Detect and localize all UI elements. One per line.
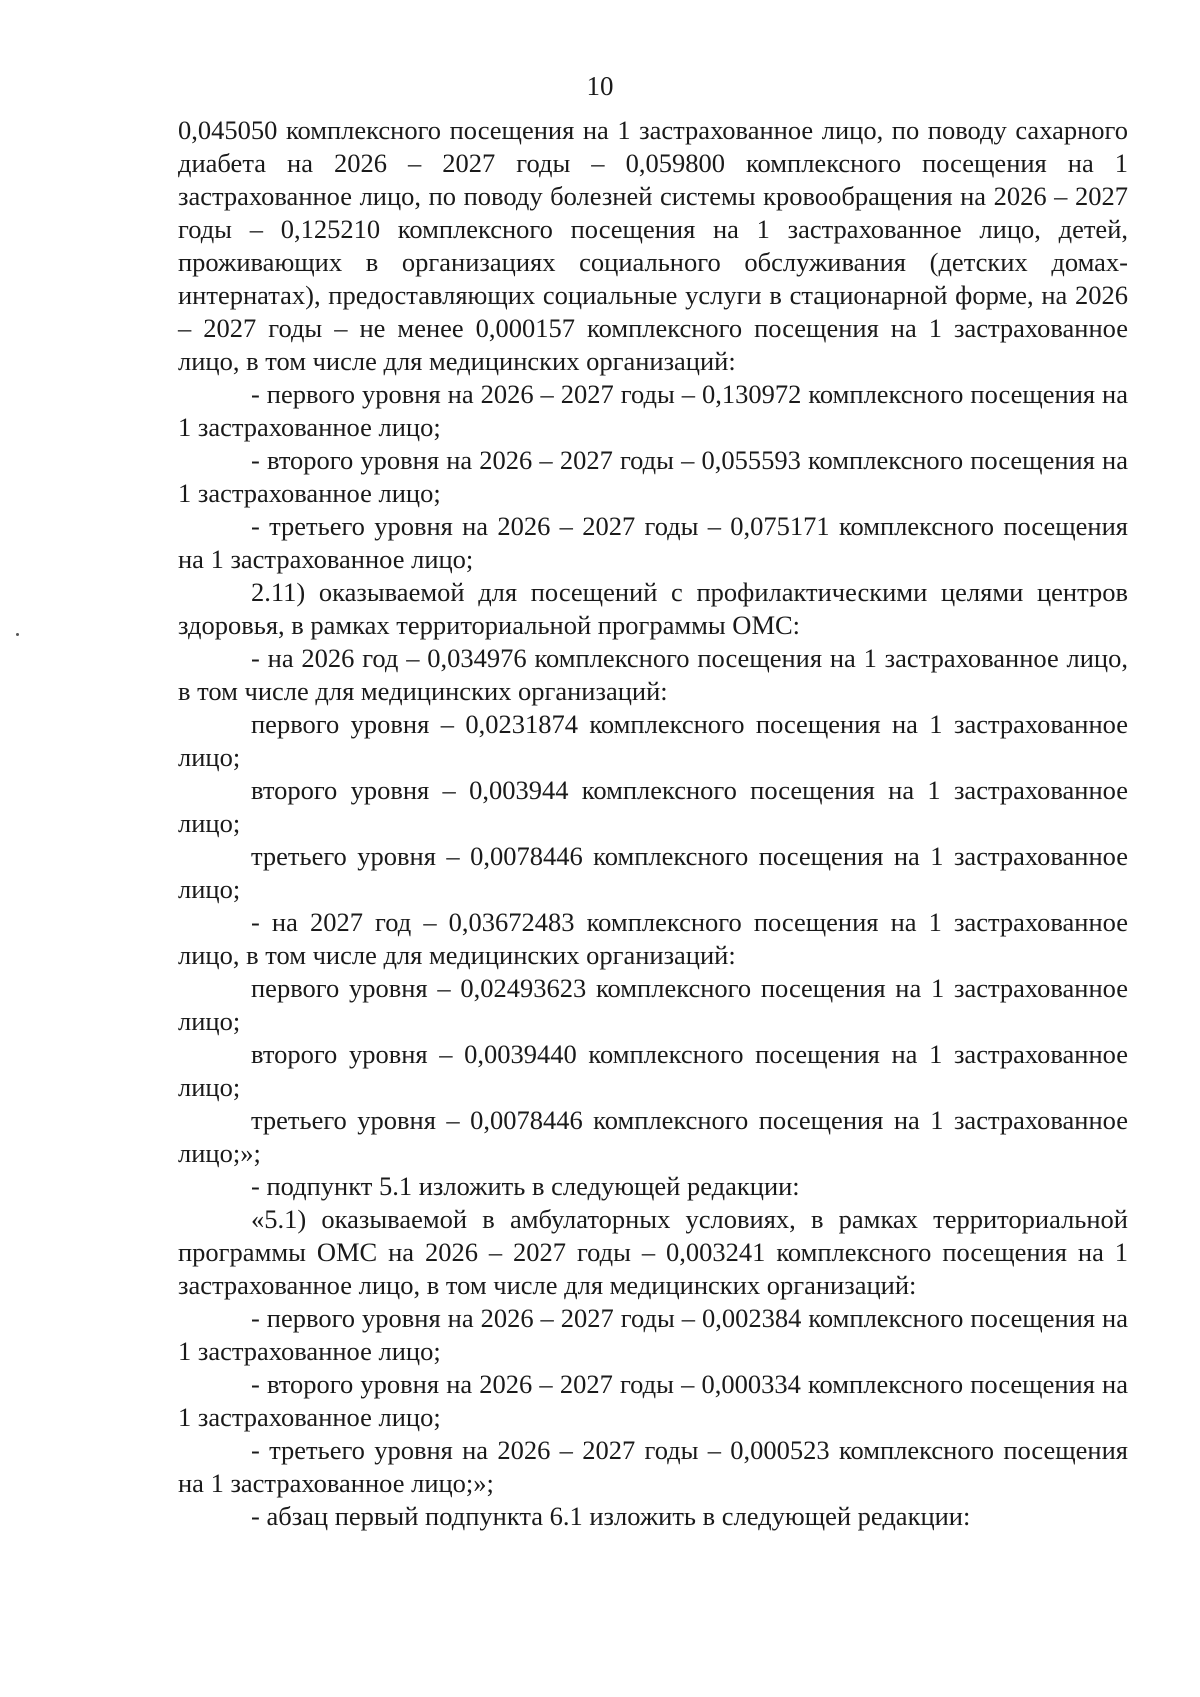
paragraph: - третьего уровня на 2026 – 2027 годы – 0,000523 комплексного посещения на 1 застрахованное лицо;»;: [178, 1435, 1128, 1498]
paragraph: - первого уровня на 2026 – 2027 годы – 0,002384 комплексного посещения на 1 застрахованное лицо;: [178, 1303, 1128, 1366]
paragraph: - первого уровня на 2026 – 2027 годы – 0,130972 комплексного посещения на 1 застрахованное лицо;: [178, 379, 1128, 442]
page-number: 10: [586, 71, 614, 101]
paragraph: 0,045050 комплексного посещения на 1 застрахованное лицо, по поводу сахарного диабета на 2026 – 2027 годы – 0,059800 комплексного посещения на 1 застрахованное лицо, по поводу болезней системы кровообращения на 2026 – 2027 годы – 0,125210 комплексного посещения на 1 застрахованное лицо, детей, проживающих в организациях социального обслуживания (детских домах-интернатах), предоставляющих социальные услуги в стационарной форме, на 2026 – 2027 годы – не менее 0,000157 комплексного посещения на 1 застрахованное лицо, в том числе для медицинских организаций:: [178, 115, 1128, 376]
paragraph: - третьего уровня на 2026 – 2027 годы – 0,075171 комплексного посещения на 1 застрахованное лицо;: [178, 511, 1128, 574]
paragraph: первого уровня – 0,02493623 комплексного посещения на 1 застрахованное лицо;: [178, 973, 1128, 1036]
paragraph: «5.1) оказываемой в амбулаторных условиях, в рамках территориальной программы ОМС на 2026 – 2027 годы – 0,003241 комплексного посещения на 1 застрахованное лицо, в том числе для медицинских организаций:: [178, 1204, 1128, 1300]
scan-artifact-dot: [16, 633, 19, 636]
paragraph: третьего уровня – 0,0078446 комплексного посещения на 1 застрахованное лицо;: [178, 841, 1128, 904]
paragraph: - абзац первый подпункта 6.1 изложить в следующей редакции:: [251, 1501, 971, 1531]
paragraph: - второго уровня на 2026 – 2027 годы – 0,000334 комплексного посещения на 1 застрахованное лицо;: [178, 1369, 1128, 1432]
paragraph: второго уровня – 0,003944 комплексного посещения на 1 застрахованное лицо;: [178, 775, 1128, 838]
paragraph: первого уровня – 0,0231874 комплексного посещения на 1 застрахованное лицо;: [178, 709, 1128, 772]
paragraph: - на 2026 год – 0,034976 комплексного посещения на 1 застрахованное лицо, в том числе для медицинских организаций:: [178, 643, 1128, 706]
paragraph: - второго уровня на 2026 – 2027 годы – 0,055593 комплексного посещения на 1 застрахованное лицо;: [178, 445, 1128, 508]
paragraph: третьего уровня – 0,0078446 комплексного посещения на 1 застрахованное лицо;»;: [178, 1105, 1128, 1168]
paragraph: 2.11) оказываемой для посещений с профилактическими целями центров здоровья, в рамках территориальной программы ОМС:: [178, 577, 1128, 640]
paragraph: - на 2027 год – 0,03672483 комплексного посещения на 1 застрахованное лицо, в том числе для медицинских организаций:: [178, 907, 1128, 970]
paragraph: - подпункт 5.1 изложить в следующей редакции:: [251, 1171, 800, 1201]
paragraph: второго уровня – 0,0039440 комплексного посещения на 1 застрахованное лицо;: [178, 1039, 1128, 1102]
document-body: [178, 114, 1128, 1533]
